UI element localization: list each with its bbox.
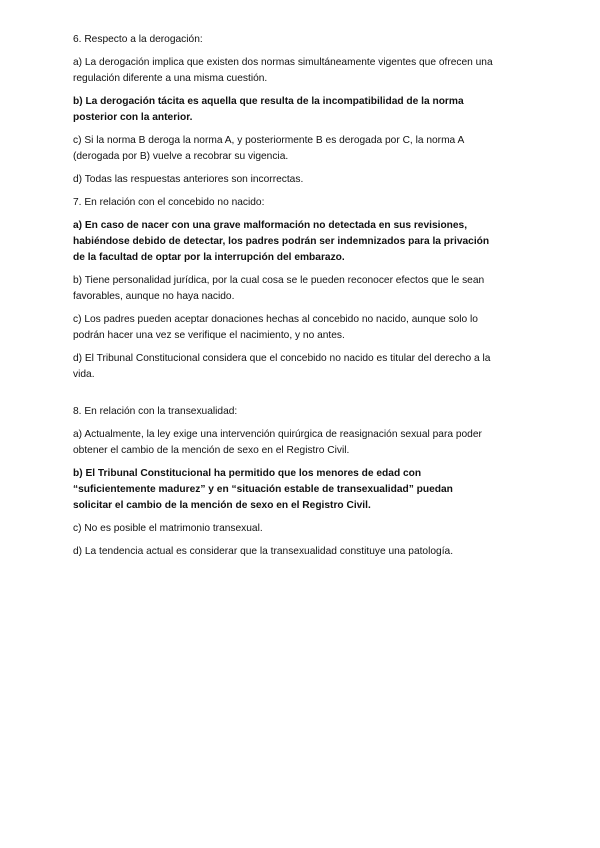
document-page: [73, 32, 493, 567]
option-a: a) La derogación implica que existen dos normas simultáneamente vigentes que ofrecen una regulación diferente a una misma cuestión.: [73, 57, 493, 84]
option-b-correct: b) El Tribunal Constitucional ha permitido que los menores de edad con “suficientemente madurez” y en “situación estable de transexualidad” puedan solicitar el cambio de la mención de sexo en el Registro Civil.: [73, 468, 453, 511]
option-a-correct: a) En caso de nacer con una grave malformación no detectada en sus revisiones, habiéndose debido de detectar, los padres podrán ser indemnizados para la privación de la facultad de optar por la interrupción del embarazo.: [73, 220, 490, 263]
option-b-correct: b) La derogación tácita es aquella que resulta de la incompatibilidad de la norma posterior con la anterior.: [73, 96, 464, 123]
option-d: d) Todas las respuestas anteriores son incorrectas.: [73, 174, 304, 185]
option-d: d) La tendencia actual es considerar que la transexualidad constituye una patología.: [73, 546, 454, 557]
question-8: [73, 404, 493, 560]
option-c: c) Los padres pueden aceptar donaciones hechas al concebido no nacido, aunque solo lo podrán hacer una vez se verifique el nacimiento, y no antes.: [73, 314, 478, 341]
option-c: c) No es posible el matrimonio transexual.: [73, 523, 263, 534]
option-b: b) Tiene personalidad jurídica, por la cual cosa se le pueden reconocer efectos que le sean favorables, aunque no haya nacido.: [73, 275, 485, 302]
question-title: 6. Respecto a la derogación:: [73, 34, 203, 45]
question-title: 8. En relación con la transexualidad:: [73, 406, 238, 417]
option-d: d) El Tribunal Constitucional considera que el concebido no nacido es titular del derecho a la vida.: [73, 353, 491, 380]
question-6: [73, 32, 493, 188]
spacer: [73, 390, 493, 404]
option-a: a) Actualmente, la ley exige una intervención quirúrgica de reasignación sexual para poder obtener el cambio de la mención de sexo en el Registro Civil.: [73, 429, 482, 456]
question-title: 7. En relación con el concebido no nacido:: [73, 197, 265, 208]
option-c: c) Si la norma B deroga la norma A, y posteriormente B es derogada por C, la norma A (derogada por B) vuelve a recobrar su vigencia.: [73, 135, 464, 162]
question-7: [73, 195, 493, 383]
